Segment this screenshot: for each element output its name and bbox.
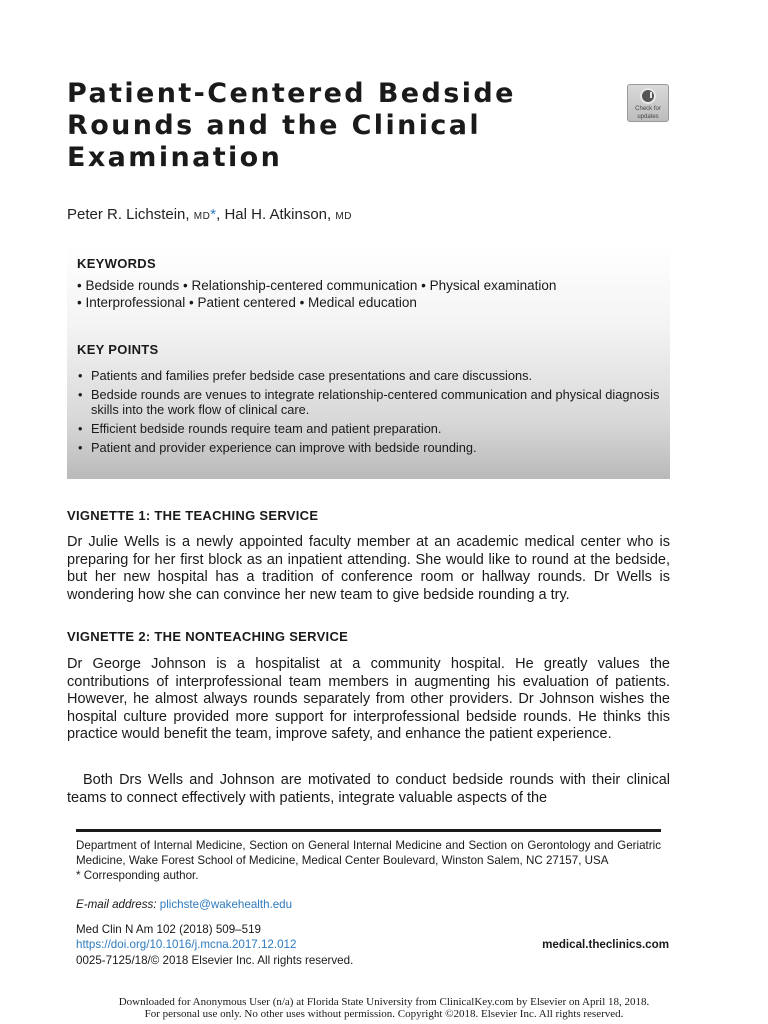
check-for-updates-label: Check for [635, 106, 661, 112]
vignette-1-heading: VIGNETTE 1: THE TEACHING SERVICE [67, 508, 319, 523]
article-title-line: Examination [67, 142, 283, 173]
vignette-2-heading: VIGNETTE 2: THE NONTEACHING SERVICE [67, 629, 349, 644]
author-degree: MD [193, 211, 211, 222]
key-point-item: • Bedside rounds are venues to integrate relationship-centered communication and physical diagnosis skills into the work flow of clinical care. [77, 387, 662, 417]
vignette-1-paragraph: Dr Julie Wells is a newly appointed faculty member at an academic medical center who is preparing for her first block as an inpatient attending. She would like to round at the bedside, but her new hospital has a tradition of conference room or hallway rounds. Dr Wells is wondering how she can convince her new team to give bedside rounding a try. [67, 534, 670, 603]
key-point-item: • Patient and provider experience can improve with bedside rounding. [77, 440, 662, 455]
keywords-keypoints-box [67, 246, 670, 479]
keywords-heading: KEYWORDS [77, 256, 156, 271]
keywords-line: • Interprofessional • Patient centered • Medical education [77, 295, 417, 310]
affiliation-text [76, 838, 661, 884]
author-name: Peter R. Lichstein, [67, 206, 190, 223]
check-for-updates-icon [640, 88, 656, 104]
key-points-list [77, 368, 662, 459]
doi-link[interactable]: https://doi.org/10.1016/j.mcna.2017.12.012 [76, 938, 297, 951]
download-notice-line: For personal use only. No other uses without permission. Copyright ©2018. Elsevier Inc. All rights reserved. [144, 1008, 624, 1020]
footnote-divider [76, 829, 661, 832]
article-title [67, 78, 587, 174]
key-point-item: • Patients and families prefer bedside case presentations and care discussions. [77, 368, 662, 383]
author-name: , Hal H. Atkinson, [216, 206, 332, 223]
article-title-line: Patient-Centered Bedside [67, 78, 516, 109]
keywords-line: • Bedside rounds • Relationship-centered communication • Physical examination [77, 278, 557, 293]
check-for-updates-label: updates [637, 114, 659, 120]
check-for-updates-button[interactable] [627, 84, 669, 122]
journal-citation: Med Clin N Am 102 (2018) 509–519 [76, 923, 261, 936]
corresponding-author-note: * Corresponding author. [76, 869, 199, 883]
affiliation: Department of Internal Medicine, Section on General Internal Medicine and Section on Gerontology and Geriatric Medicine, Wake Forest School of Medicine, Medical Center Boulevard, Winston Salem, NC 27157, USA [76, 839, 661, 868]
download-notice [0, 996, 768, 1020]
email-link[interactable]: plichste@wakehealth.edu [159, 898, 293, 911]
email-label: E-mail address: [76, 898, 157, 911]
body-paragraph: Both Drs Wells and Johnson are motivated to conduct bedside rounds with their clinical teams to connect effectively with patients, integrate valuable aspects of the [67, 772, 670, 806]
author-degree: MD [335, 211, 352, 222]
journal-website-link[interactable]: medical.theclinics.com [542, 938, 669, 951]
email-line [76, 898, 292, 911]
corresponding-author-link[interactable]: * [210, 206, 217, 223]
article-title-line: Rounds and the Clinical [67, 110, 482, 141]
key-point-item: • Efficient bedside rounds require team and patient preparation. [77, 421, 662, 436]
vignette-2-paragraph: Dr George Johnson is a hospitalist at a community hospital. He greatly values the contributions of interprofessional team members in augmenting his evaluation of patients. However, he almost always rounds separately from other providers. Dr Johnson wishes the hospital culture provided more support for interprofessional bedside rounds. He thinks this practice would benefit the team, improve safety, and enhance the patient experience. [67, 656, 670, 743]
copyright-notice: 0025-7125/18/© 2018 Elsevier Inc. All rights reserved. [76, 954, 354, 967]
download-notice-line: Downloaded for Anonymous User (n/a) at Florida State University from ClinicalKey.com by Elsevier on April 18, 2018. [118, 996, 650, 1008]
key-points-heading: KEY POINTS [77, 342, 159, 357]
author-line [67, 206, 352, 223]
